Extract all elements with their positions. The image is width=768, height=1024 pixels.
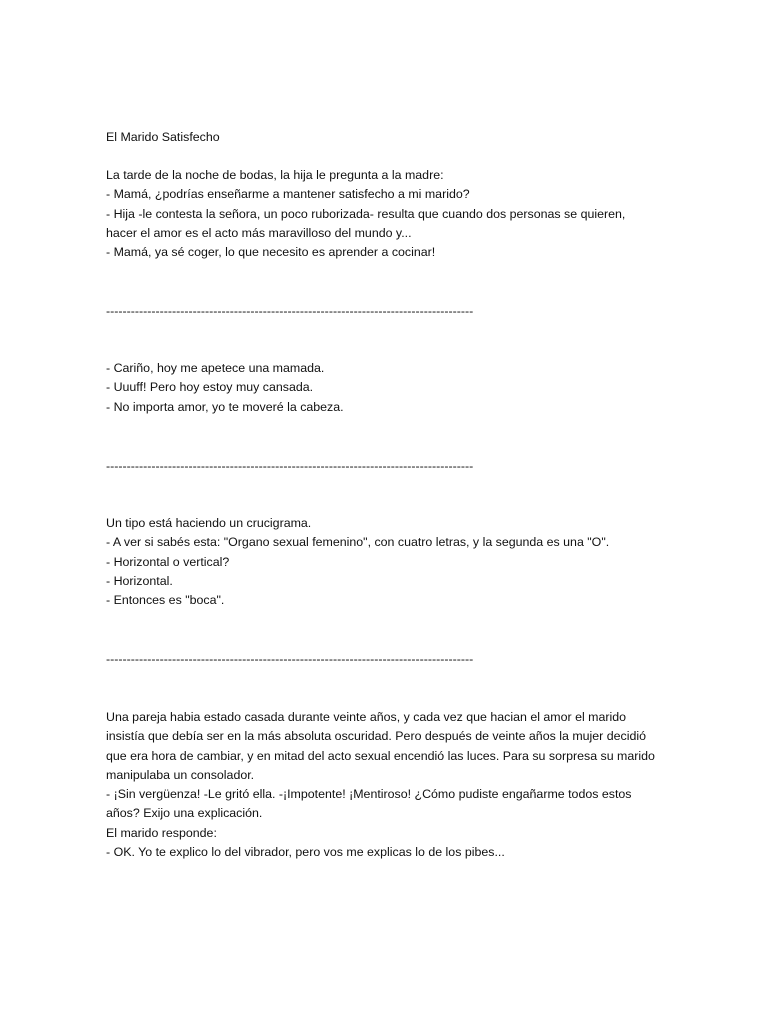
joke-line: - No importa amor, yo te moveré la cabeza.: [106, 399, 344, 414]
joke-line: La tarde de la noche de bodas, la hija le pregunta a la madre:: [106, 168, 444, 182]
joke-1: [106, 166, 625, 262]
joke-line: - Horizontal.: [106, 573, 173, 588]
joke-line: - Entonces es "boca".: [106, 593, 225, 608]
separator-line: -----------------------------------------------------------------------------------------: [106, 652, 474, 666]
document-title: El Marido Satisfecho: [106, 130, 220, 144]
joke-line: Una pareja habia estado casada durante veinte años, y cada vez que hacian el amor el marido: [106, 710, 627, 724]
joke-line: Un tipo está haciendo un crucigrama.: [106, 516, 312, 530]
joke-line: que era hora de cambiar, y en mitad del acto sexual encendió las luces. Para su sorpresa su marido: [106, 748, 655, 763]
joke-line: - Mamá, ya sé coger, lo que necesito es aprender a cocinar!: [106, 245, 436, 260]
joke-3: [106, 514, 609, 610]
joke-line: - Horizontal o vertical?: [106, 554, 230, 569]
separator-line: -----------------------------------------------------------------------------------------: [106, 459, 474, 473]
joke-line: - Cariño, hoy me apetece una mamada.: [106, 361, 325, 375]
joke-line: - A ver si sabés esta: "Organo sexual femenino", con cuatro letras, y la segunda es una "O".: [106, 535, 610, 550]
joke-line: manipulaba un consolador.: [106, 767, 255, 782]
separator-line: -----------------------------------------------------------------------------------------: [106, 304, 474, 318]
joke-line: - ¡Sin vergüenza! -Le gritó ella. -¡Impotente! ¡Mentiroso! ¿Cómo pudiste engañarme todos estos: [106, 787, 632, 802]
joke-4: [106, 708, 655, 862]
joke-line: hacer el amor es el acto más maravilloso del mundo y...: [106, 225, 412, 240]
joke-line: insistía que debía ser en la más absoluta oscuridad. Pero después de veinte años la mujer decidió: [106, 729, 647, 744]
joke-line: - Uuuff! Pero hoy estoy muy cansada.: [106, 380, 314, 395]
joke-line: - Mamá, ¿podrías enseñarme a mantener satisfecho a mi marido?: [106, 187, 470, 202]
joke-2: [106, 359, 344, 417]
joke-line: - Hija -le contesta la señora, un poco ruborizada- resulta que cuando dos personas se quieren,: [106, 206, 626, 221]
joke-line: años? Exijo una explicación.: [106, 806, 263, 821]
document-body: [106, 128, 676, 860]
joke-line: El marido responde:: [106, 825, 217, 840]
joke-line: - OK. Yo te explico lo del vibrador, pero vos me explicas lo de los pibes...: [106, 845, 505, 860]
